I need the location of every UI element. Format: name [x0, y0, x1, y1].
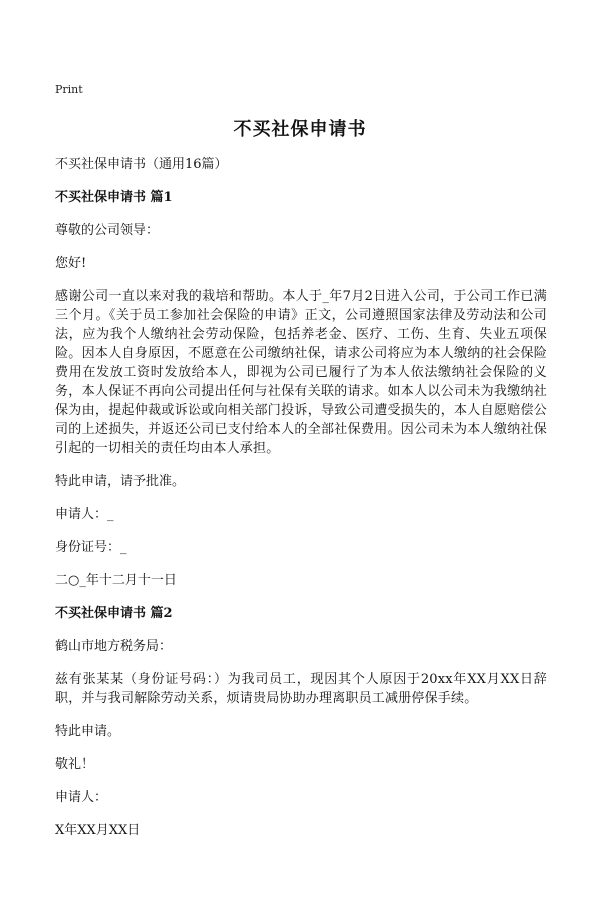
section-1-heading: 不买社保申请书 篇1 [55, 190, 173, 205]
section-1-closing: 特此申请，请予批准。 [55, 474, 186, 489]
section-1-applicant: 申请人：_ [55, 507, 114, 522]
section-1-greeting: 您好! [55, 256, 87, 271]
section-1-salutation: 尊敬的公司领导： [55, 223, 160, 238]
section-2-body: 兹有张某某（身份证号码：）为我司员工，现因其个人原因于20xx年XX月XX日辞职，并与我司解除劳动关系，烦请贵局协助办理离职员工减册停保手续。 [55, 672, 547, 706]
section-2-date: X年XX月XX日 [55, 823, 141, 838]
section-1-body: 感谢公司一直以来对我的栽培和帮助。本人于_年7月2日进入公司，于公司工作已满三个月。《关于员工参加社会保险的申请》正文，公司遵照国家法律及劳动法和公司法，应为我个人缴纳社会劳动保险，包括养老金、医疗、工伤、生育、失业五项保险。因本人自身原因，不愿意在公司缴纳社保，请求公司将应为本人缴纳的社会保险费用在发放工资时发放给本人，即视为公司已履行了为本人依法缴纳社会保险的义务，本人保证不再向公司提出任何与社保有关联的请求。如本人以公司未为我缴纳社保为由，提起仲裁或诉讼或向相关部门投诉，导致公司遭受损失的，本人自愿赔偿公司的上述损失，并返还公司已支付给本人的全部社保费用。因公司未为本人缴纳社保引起的一切相关的责任均由本人承担。 [55, 289, 547, 456]
document-title: 不买社保申请书 [233, 119, 367, 140]
document-subtitle: 不买社保申请书（通用16篇） [55, 157, 228, 172]
section-2-salutation: 鹤山市地方税务局： [55, 639, 173, 654]
section-2-regards: 敬礼！ [55, 757, 95, 772]
print-label: Print [55, 83, 83, 96]
section-1-id-number: 身份证号：_ [55, 540, 127, 555]
section-2-applicant: 申请人： [55, 790, 108, 805]
document-content [55, 155, 547, 840]
section-2-closing: 特此申请。 [55, 724, 121, 739]
section-2-heading: 不买社保申请书 篇2 [55, 606, 173, 621]
section-1-date: 二○_年十二月十一日 [55, 573, 177, 588]
